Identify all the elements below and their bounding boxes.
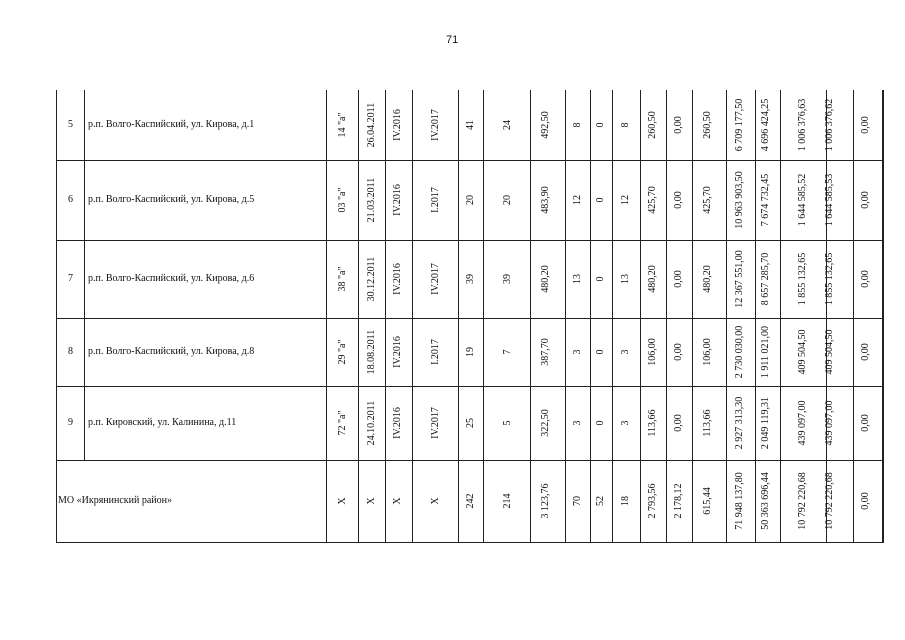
table-cell: 113,66 <box>647 409 658 437</box>
row-divider <box>56 160 882 161</box>
row-address: р.п. Волго-Каспийский, ул. Кирова, д.1 <box>88 119 255 130</box>
column-divider <box>666 90 667 542</box>
table-cell: 18.08.2011 <box>366 329 377 375</box>
table-cell: 439 097,00 <box>797 400 808 446</box>
table-cell: 409 504,50 <box>824 329 835 375</box>
table-cell: 0 <box>595 122 606 128</box>
table-cell: 13 <box>572 274 583 284</box>
column-divider <box>483 90 484 542</box>
table-cell: 260,50 <box>647 111 658 139</box>
column-divider <box>458 90 459 542</box>
table-cell: 3 <box>572 349 583 355</box>
table-cell: 6 709 177,50 <box>734 98 745 152</box>
table-cell: 425,70 <box>647 186 658 214</box>
table-cell: 7 674 732,45 <box>760 173 771 227</box>
table-cell: 25 <box>465 418 476 428</box>
table-cell: 4 696 424,25 <box>760 98 771 152</box>
table-cell: 0 <box>595 420 606 426</box>
table-cell: 0,00 <box>860 191 871 209</box>
table-cell: 39 <box>465 274 476 284</box>
table-cell: 03 "а" <box>337 187 348 213</box>
total-cell: 10 792 220,68 <box>824 472 835 530</box>
column-divider <box>565 90 566 542</box>
total-cell: 2 178,12 <box>673 483 684 519</box>
column-divider <box>882 90 883 542</box>
table-cell: 0,00 <box>673 414 684 432</box>
table-cell: 3 <box>620 349 631 355</box>
table-cell: 38 "а" <box>337 266 348 292</box>
table-cell: 13 <box>620 274 631 284</box>
table-cell: 0,00 <box>860 343 871 361</box>
table-cell: 12 367 551,00 <box>734 250 745 308</box>
table-cell: 24.10.2011 <box>366 400 377 446</box>
table-cell: IV.2016 <box>392 184 403 216</box>
table-cell: IV.2016 <box>392 109 403 141</box>
table-cell: 0,00 <box>860 116 871 134</box>
table-cell: 0,00 <box>860 414 871 432</box>
row-number: 5 <box>68 119 73 130</box>
column-divider <box>853 90 854 542</box>
table-cell: 0 <box>595 349 606 355</box>
table-cell: 480,20 <box>702 265 713 293</box>
table-cell: 106,00 <box>702 338 713 366</box>
column-divider <box>385 90 386 542</box>
table-cell: 30.12.2011 <box>366 256 377 302</box>
total-cell: 71 948 137,80 <box>734 472 745 530</box>
table-cell: 20 <box>502 195 513 205</box>
table-cell: 439 097,00 <box>824 400 835 446</box>
row-number: 7 <box>68 273 73 284</box>
table-cell: 14 "а" <box>337 112 348 138</box>
table-cell: 480,20 <box>540 265 551 293</box>
column-divider <box>358 90 359 542</box>
row-address: р.п. Кировский, ул. Калинина, д.11 <box>88 417 237 428</box>
column-divider <box>590 90 591 542</box>
table-cell: 1 006 376,62 <box>824 98 835 152</box>
table-cell: IV.2016 <box>392 336 403 368</box>
column-divider <box>530 90 531 542</box>
table-cell: 10 963 903,50 <box>734 171 745 229</box>
table-cell: 8 <box>620 122 631 128</box>
row-divider <box>56 460 882 461</box>
table-cell: 425,70 <box>702 186 713 214</box>
table-cell: 5 <box>502 420 513 426</box>
table-cell: 1 855 132,65 <box>797 252 808 306</box>
table-cell: 387,70 <box>540 338 551 366</box>
column-divider <box>692 90 693 542</box>
table-cell: 1 006 376,63 <box>797 98 808 152</box>
table-cell: 12 <box>572 195 583 205</box>
column-divider <box>726 90 727 542</box>
table-cell: 1 644 585,52 <box>797 173 808 227</box>
table-cell: 12 <box>620 195 631 205</box>
table-cell: 1 911 021,00 <box>760 325 771 379</box>
table-cell: 29 "а" <box>337 339 348 365</box>
row-number: 9 <box>68 417 73 428</box>
table-cell: 480,20 <box>647 265 658 293</box>
column-divider <box>755 90 756 542</box>
table-cell: 0 <box>595 276 606 282</box>
table-cell: 2 730 030,00 <box>734 325 745 379</box>
table-cell: 19 <box>465 347 476 357</box>
table-cell: IV.2016 <box>392 407 403 439</box>
table-cell: 483,90 <box>540 186 551 214</box>
total-cell: 0,00 <box>860 492 871 510</box>
total-row-label: МО «Икрянинский район» <box>58 495 172 506</box>
row-address: р.п. Волго-Каспийский, ул. Кирова, д.8 <box>88 346 255 357</box>
table-cell: 8 657 285,70 <box>760 252 771 306</box>
total-cell: 52 <box>595 496 606 506</box>
total-cell: 18 <box>620 496 631 506</box>
row-number: 8 <box>68 346 73 357</box>
table-cell: IV.2017 <box>430 109 441 141</box>
row-number: 6 <box>68 194 73 205</box>
table-cell: 26.04.2011 <box>366 102 377 148</box>
table-cell: 41 <box>465 120 476 130</box>
column-divider <box>412 90 413 542</box>
total-cell: 70 <box>572 496 583 506</box>
table-cell: 0,00 <box>673 191 684 209</box>
total-cell: 10 792 220,68 <box>797 472 808 530</box>
table-cell: 2 049 119,31 <box>760 396 771 450</box>
table-cell: 1 855 132,65 <box>824 252 835 306</box>
table-cell: 72 "а" <box>337 410 348 436</box>
total-cell: X <box>337 497 348 505</box>
row-divider <box>56 318 882 319</box>
table-cell: 39 <box>502 274 513 284</box>
table-cell: IV.2017 <box>430 407 441 439</box>
total-cell: X <box>392 497 403 505</box>
total-cell: 2 793,56 <box>647 483 658 519</box>
total-cell: X <box>430 497 441 505</box>
total-cell: 50 363 696,44 <box>760 472 771 530</box>
total-cell: 3 123,76 <box>540 483 551 519</box>
row-address: р.п. Волго-Каспийский, ул. Кирова, д.6 <box>88 273 255 284</box>
table-cell: IV.2016 <box>392 263 403 295</box>
total-cell: 615,44 <box>702 487 713 515</box>
column-divider <box>780 90 781 542</box>
table-cell: 492,50 <box>540 111 551 139</box>
table-cell: 0,00 <box>860 270 871 288</box>
table-cell: 3 <box>572 420 583 426</box>
row-address: р.п. Волго-Каспийский, ул. Кирова, д.5 <box>88 194 255 205</box>
table-cell: 24 <box>502 120 513 130</box>
table-cell: 113,66 <box>702 409 713 437</box>
table-cell: 21.03.2011 <box>366 177 377 223</box>
table-cell: IV.2017 <box>430 263 441 295</box>
table-cell: 0,00 <box>673 270 684 288</box>
table-cell: 0,00 <box>673 116 684 134</box>
total-cell: 214 <box>502 493 513 509</box>
column-divider <box>640 90 641 542</box>
total-cell: X <box>366 497 377 505</box>
table-cell: 0 <box>595 197 606 203</box>
page-number: 71 <box>446 34 459 46</box>
row-divider <box>56 386 882 387</box>
table-cell: 409 504,50 <box>797 329 808 375</box>
table-cell: 3 <box>620 420 631 426</box>
table-cell: 7 <box>502 349 513 355</box>
column-divider <box>84 90 85 460</box>
column-divider <box>612 90 613 542</box>
table-cell: 20 <box>465 195 476 205</box>
table-cell: I.2017 <box>430 339 441 365</box>
table-cell: 106,00 <box>647 338 658 366</box>
table-cell: 2 927 313,30 <box>734 396 745 450</box>
table-cell: 8 <box>572 122 583 128</box>
table-cell: 1 644 585,53 <box>824 173 835 227</box>
table-cell: 322,50 <box>540 409 551 437</box>
row-divider <box>56 240 882 241</box>
total-cell: 242 <box>465 493 476 509</box>
column-divider <box>326 90 327 542</box>
table-cell: I.2017 <box>430 187 441 213</box>
table-cell: 260,50 <box>702 111 713 139</box>
table-cell: 0,00 <box>673 343 684 361</box>
